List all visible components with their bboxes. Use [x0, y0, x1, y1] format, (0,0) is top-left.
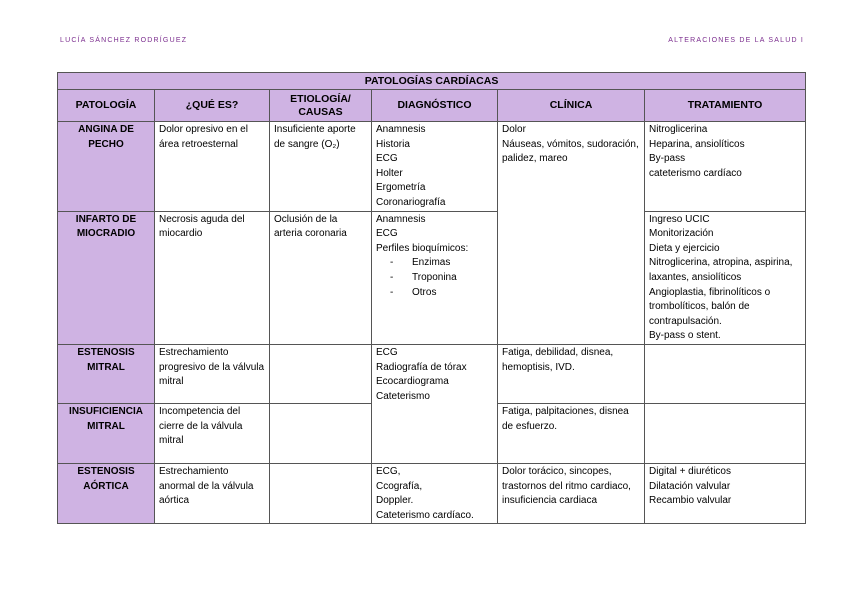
cell-estenosis-aortica-etiologia	[270, 463, 372, 523]
cell-insuficiencia-mitral-que-es: Incompetencia del cierre de la válvula mitral	[155, 403, 270, 463]
cell-estenosis-mitral-que-es: Estrechamiento progresivo de la válvula mitral	[155, 344, 270, 403]
cell-infarto-tratamiento: Ingreso UCIC Monitorización Dieta y ejercicio Nitroglicerina, atropina, aspirina, laxantes, ansiolíticos Angioplastia, fibrinolíticos o trombolíticos, balón de contrapulsación. By-pass o stent.	[645, 211, 806, 344]
list-item: - Enzimas	[390, 256, 493, 271]
column-header-tratamiento: TRATAMIENTO	[645, 90, 806, 122]
cell-insuficiencia-mitral-tratamiento	[645, 403, 806, 463]
cell-angina-etiologia: Insuficiente aporte de sangre (O₂)	[270, 122, 372, 212]
cell-estenosis-aortica-que-es: Estrechamiento anormal de la válvula aórtica	[155, 463, 270, 523]
infarto-diagnostico-text: Anamnesis ECG Perfiles bioquímicos:	[376, 213, 469, 254]
cell-infarto-etiologia: Oclusión de la arteria coronaria	[270, 211, 372, 344]
infarto-diagnostico-sublist	[376, 256, 493, 300]
cell-estenosis-aortica-clinica: Dolor torácico, sincopes, trastornos del ritmo cardiaco, insuficiencia cardiaca	[498, 463, 645, 523]
cell-angina-infarto-clinica: Dolor Náuseas, vómitos, sudoración, palidez, mareo	[498, 122, 645, 345]
row-header-insuficiencia-mitral: INSUFICIENCIA MITRAL	[58, 403, 155, 463]
header-author: LUCÍA SÁNCHEZ RODRÍGUEZ	[60, 37, 188, 44]
column-header-etiologia: ETIOLOGÍA/ CAUSAS	[270, 90, 372, 122]
row-header-estenosis-mitral: ESTENOSIS MITRAL	[58, 344, 155, 403]
cell-mitral-diagnostico: ECG Radiografía de tórax Ecocardiograma Cateterismo	[372, 344, 498, 463]
table-row	[58, 122, 806, 212]
row-header-infarto: INFARTO DE MIOCRADIO	[58, 211, 155, 344]
pathologies-table	[57, 72, 806, 524]
table-row	[58, 463, 806, 523]
column-header-que-es: ¿QUÉ ES?	[155, 90, 270, 122]
column-header-diagnostico: DIAGNÓSTICO	[372, 90, 498, 122]
cell-insuficiencia-mitral-etiologia	[270, 403, 372, 463]
column-header-clinica: CLÍNICA	[498, 90, 645, 122]
table-title: PATOLOGÍAS CARDÍACAS	[58, 73, 806, 90]
cell-angina-que-es: Dolor opresivo en el área retroesternal	[155, 122, 270, 212]
cell-estenosis-mitral-clinica: Fatiga, debilidad, disnea, hemoptisis, IVD.	[498, 344, 645, 403]
list-item: - Otros	[390, 286, 493, 301]
table-row	[58, 211, 806, 344]
cell-angina-diagnostico: Anamnesis Historia ECG Holter Ergometría Coronariografía	[372, 122, 498, 212]
header-subject: ALTERACIONES DE LA SALUD I	[668, 37, 804, 44]
row-header-angina: ANGINA DE PECHO	[58, 122, 155, 212]
cell-insuficiencia-mitral-clinica: Fatiga, palpitaciones, disnea de esfuerzo.	[498, 403, 645, 463]
cell-estenosis-aortica-tratamiento: Digital + diuréticos Dilatación valvular Recambio valvular	[645, 463, 806, 523]
column-header-patologia: PATOLOGÍA	[58, 90, 155, 122]
cell-infarto-que-es: Necrosis aguda del miocardio	[155, 211, 270, 344]
list-item: - Troponina	[390, 271, 493, 286]
cell-estenosis-mitral-etiologia	[270, 344, 372, 403]
cell-infarto-diagnostico	[372, 211, 498, 344]
cell-estenosis-aortica-diagnostico: ECG, Ccografía, Doppler. Cateterismo cardíaco.	[372, 463, 498, 523]
table-row	[58, 344, 806, 403]
cell-estenosis-mitral-tratamiento	[645, 344, 806, 403]
cell-angina-tratamiento: Nitroglicerina Heparina, ansiolíticos By-pass cateterismo cardíaco	[645, 122, 806, 212]
row-header-estenosis-aortica: ESTENOSIS AÓRTICA	[58, 463, 155, 523]
